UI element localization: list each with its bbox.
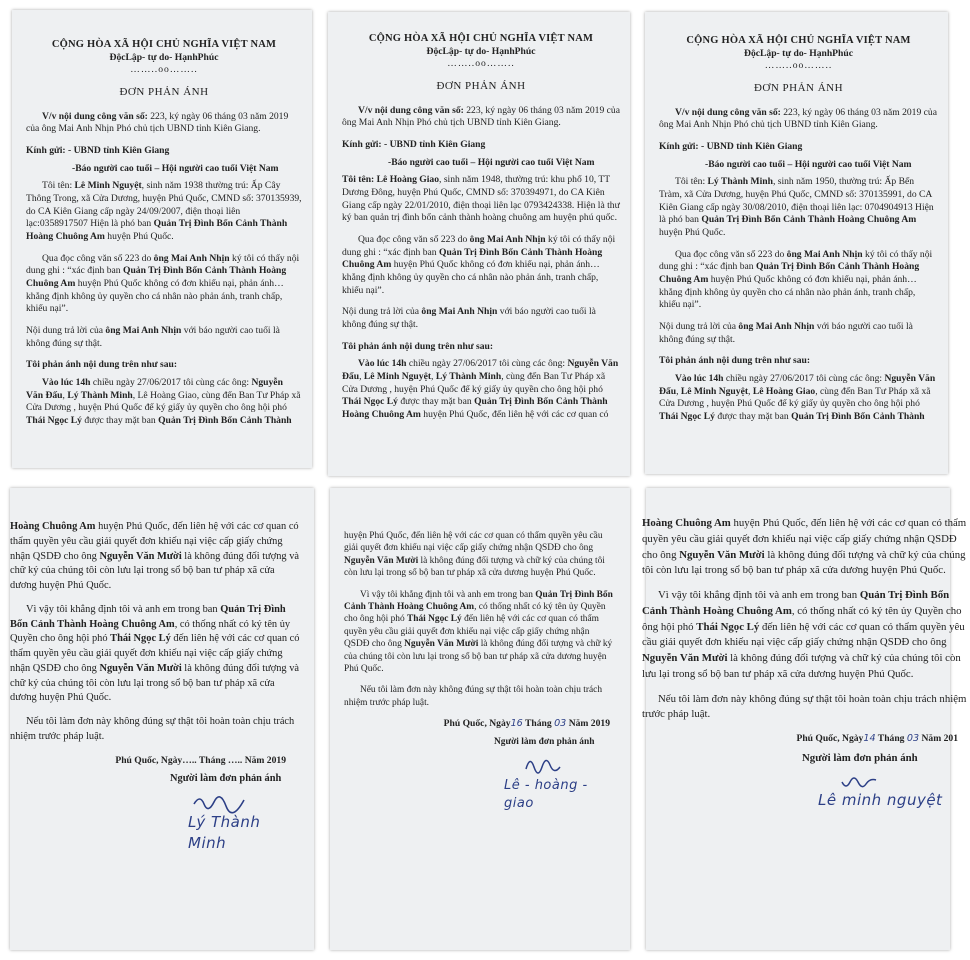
separator: ……..oo……..	[447, 57, 515, 69]
separator: ……..oo……..	[130, 63, 198, 75]
document-page-1-back	[10, 488, 314, 950]
continuation-paragraph: huyện Phú Quốc, đến liên hệ với các cơ quan có thẩm quyền yêu cầu giải quyết đơn khiếu nại việc cấp giấy chứng nhận QSDĐ cho ông Nguyễn Văn Mười là không đúng đối tượng và chữ ký của chúng tôi còn lưu lại trong sổ bộ ban tư pháp xã cửa dương huyện Phú Quốc.	[344, 531, 605, 579]
continuation-paragraph: Hoàng Chuông Am huyện Phú Quốc, đến liên hệ với các cơ quan có thẩm quyền yêu cầu giải quyết đơn khiếu nại việc cấp giấy chứng nhận QSDĐ cho ông Nguyễn Văn Mười là không đúng đối tượng và chữ ký của chúng tôi còn lưu lại trong sổ bộ ban tư pháp xã cửa dương huyện Phú Quốc.	[10, 521, 300, 592]
document-paragraph: Qua đọc công văn số 223 do ông Mai Anh Nhịn ký tôi có thấy nội dung ghi : “xác định ban Quản Trị Đình Bổn Cảnh Thành Hoàng Chuông Am huyện Phú Quốc không có đơn khiếu nại, phản ánh… khẳng định không ủy quyền cho cá nhân nào phản ánh, tranh chấp, khiếu nại”.	[659, 248, 933, 311]
continuation-paragraph: Hoàng Chuông Am huyện Phú Quốc, đến liên hệ với các cơ quan có thẩm quyền yêu cầu giải quyết đơn khiếu nại việc cấp giấy chứng nhận QSDĐ cho ông Nguyễn Văn Mười là không đúng đối tượng và chữ ký của chúng tôi còn lưu lại trong sổ bộ ban tư pháp xã cửa dương huyện Phú Quốc.	[642, 517, 967, 577]
sign-date: Phú Quốc, Ngày14 Tháng 03 Năm 201	[796, 733, 958, 744]
event-paragraph: Vào lúc 14h chiều ngày 27/06/2017 tôi cùng các ông: Nguyễn Văn Đấu, Lê Minh Nguyệt, Lý Thành Minh, cùng đến Ban Tư Pháp xã Cửa Dương , huyện Phú Quốc để ký giấy ủy quyền cho ông hội phó Thái Ngọc Lý được thay mặt ban Quản Trị Đình Bổn Cảnh Thành Hoàng Chuông Am huyện Phú Quốc, đến liên hệ với các cơ quan có	[342, 358, 619, 420]
liability-paragraph: Nếu tôi làm đơn này không đúng sự thật tôi hoàn toàn chịu trách nhiệm trước pháp luật.	[344, 685, 603, 708]
document-page-1-front	[12, 10, 312, 468]
intro-paragraph: Tôi tên: Lý Thành Minh, sinh năm 1950, thường trú: Ấp Bến Tràm, xã Cửa Dương, huyện Phú Quốc, CMND số: 370135991, do CA Kiên Giang cấp ngày 30/08/2010, điện thoại liên lạc: 0704904913 Hiện là phó ban Quản Trị Đình Bổn Cảnh Thành Hoàng Chuông Am huyện Phú Quốc.	[659, 176, 934, 238]
sign-date: Phú Quốc, Ngày….. Tháng ….. Năm 2019	[115, 754, 286, 766]
document-page-3-back	[642, 488, 967, 950]
document-page-2-front	[328, 12, 630, 476]
reference-line: V/v nội dung công văn số: 223, ký ngày 06 tháng 03 năm 2019 của ông Mai Anh Nhịn Phó chủ tịch UBND tỉnh Kiên Giang.	[659, 106, 937, 131]
national-title: CỘNG HÒA XÃ HỘI CHỦ NGHĨA VIỆT NAM	[368, 33, 594, 44]
confirm-paragraph: Vì vậy tôi khẳng định tôi và anh em trong ban Quản Trị Đình Bổn Cảnh Thành Hoàng Chuông Am, có thống nhất có ký tên ủy Quyền cho ông hội phó Thái Ngọc Lý đến liên hệ với các cơ quan có thẩm quyền yêu cầu giải quyết đơn khiếu nại việc cấp giấy chứng nhận QSDĐ cho ông Nguyễn Văn Mười là không đúng đối tượng và chữ ký của chúng tôi còn lưu lại trong sổ bộ ban tư pháp xã cửa dương huyện Phú Quốc.	[10, 603, 300, 704]
document-title: ĐƠN PHẢN ÁNH	[753, 82, 844, 95]
reply-paragraph: Nội dung trả lời của ông Mai Anh Nhịn với báo người cao tuổi là không đúng sự thật.	[659, 320, 913, 345]
intro-paragraph: Tôi tên: Lê Hoàng Giao, sinh năm 1948, thường trú: khu phố 10, TT Dương Đông, huyện Phú Quốc, CMND số: 370394971, do CA Kiên Giang cấp ngày 22/01/2010, điện thoại liên lạc 0793424338. Hiện là thư ký ban quản trị đình bổn cảnh thành hoàng chuông am huyện phú quốc.	[342, 174, 620, 224]
motto: ĐộcLập- tự do- HạnhPhúc	[744, 47, 853, 59]
document-title: ĐƠN PHẢN ÁNH	[119, 86, 209, 99]
motto: ĐộcLập- tự do- HạnhPhúc	[426, 45, 536, 57]
liability-paragraph: Nếu tôi làm đơn này không đúng sự thật tôi hoàn toàn chịu trách nhiệm trước pháp luật.	[10, 716, 295, 742]
document-page-2-back	[330, 488, 630, 950]
national-title: CỘNG HÒA XÃ HỘI CHỦ NGHĨA VIỆT NAM	[686, 35, 911, 46]
signer-role: Người làm đơn phản ánh	[170, 773, 282, 785]
kinh-gui-line: Kính gửi: - UBND tỉnh Kiên Giang	[342, 139, 486, 150]
reference-line: V/v nội dung công văn số: 223, ký ngày 06 tháng 03 năm 2019 của ông Mai Anh Nhịn Phó chủ tịch UBND tỉnh Kiên Giang.	[26, 110, 289, 135]
signature-scribble	[522, 753, 572, 777]
document-page-3-front	[645, 12, 948, 474]
recipient-2: -Báo người cao tuổi – Hội người cao tuổi Việt Nam	[388, 156, 595, 168]
document-paragraph: Qua đọc công văn số 223 do ông Mai Anh Nhịn ký tôi có thấy nội dung ghi : “xác định ban Quản Trị Đình Bổn Cảnh Thành Hoàng Chuông Am huyện Phú Quốc không có đơn khiếu nại, phản ánh… khẳng định không ủy quyền cho cá nhân nào phản ánh, tranh chấp, khiếu nại”.	[26, 252, 300, 315]
signer-name-handwritten: Lê - hoàng - giao	[504, 778, 588, 811]
event-paragraph: Vào lúc 14h chiều ngày 27/06/2017 tôi cùng các ông: Nguyễn Văn Đấu, Lê Minh Nguyệt, Lê Hoàng Giao, cùng đến Ban Tư Pháp xã xã Cửa Dương , huyện Phú Quốc để ký giấy ủy quyền cho ông hội phó Thái Ngọc Lý được thay mặt ban Quản Trị Đình Bổn Cảnh Thành	[659, 372, 936, 422]
recipient-2: -Báo người cao tuổi – Hội người cao tuổi Việt Nam	[72, 162, 279, 174]
recipient-2: -Báo người cao tuổi – Hội người cao tuổi Việt Nam	[705, 158, 912, 170]
intro-paragraph: Tôi tên: Lê Minh Nguyệt, sinh năm 1938 thường trú: Ấp Cây Thông Trong, xã Cửa Dương, huyện Phú Quốc, CMND số: 370135939, do CA Kiên Giang cấp ngày 24/09/2007, điện thoại liên lạc:0358917507 Hiện là phó ban Quản Trị Đình Bổn Cảnh Thành Hoàng Chuông Am huyện Phú Quốc.	[26, 180, 302, 242]
reply-paragraph: Nội dung trả lời của ông Mai Anh Nhịn với báo người cao tuổi là không đúng sự thật.	[342, 306, 596, 330]
separator: ……..oo……..	[764, 59, 833, 71]
document-paragraph: Qua đọc công văn số 223 do ông Mai Anh Nhịn ký tôi có thấy nội dung ghi : “xác định ban Quản Trị Đình Bổn Cảnh Thành Hoàng Chuông Am huyện Phú Quốc không có đơn khiếu nại, phản ánh… khẳng định không ủy quyền cho cá nhân nào phản ánh, tranh chấp, khiếu nại”.	[342, 233, 616, 296]
complaint-heading: Tôi phản ánh nội dung trên như sau:	[659, 355, 811, 367]
signature-scribble	[838, 772, 888, 790]
complaint-heading: Tôi phản ánh nội dung trên như sau:	[26, 359, 178, 371]
kinh-gui-line: Kính gửi: - UBND tỉnh Kiên Giang	[26, 145, 170, 156]
event-paragraph: Vào lúc 14h chiều ngày 27/06/2017 tôi cùng các ông: Nguyễn Văn Đấu, Lý Thành Minh, Lê Hoàng Giao, cùng đến Ban Tư Pháp xã Cửa Dương , huyện Phú Quốc để ký giấy ủy quyền cho ông hội phó Thái Ngọc Lý được thay mặt ban Quản Trị Đình Bổn Cảnh Thành	[26, 376, 301, 426]
sign-date: Phú Quốc, Ngày16 Tháng 03 Năm 2019	[443, 718, 610, 730]
signer-name-handwritten: Lê minh nguyệt	[818, 790, 943, 809]
liability-paragraph: Nếu tôi làm đơn này không đúng sự thật tôi hoàn toàn chịu trách nhiệm trước pháp luật.	[642, 692, 967, 721]
national-title: CỘNG HÒA XÃ HỘI CHỦ NGHĨA VIỆT NAM	[51, 39, 277, 50]
complaint-heading: Tôi phản ánh nội dung trên như sau:	[342, 340, 494, 352]
motto: ĐộcLập- tự do- HạnhPhúc	[109, 51, 219, 63]
signer-name-handwritten: Lý Thành Minh	[188, 813, 261, 853]
confirm-paragraph: Vì vậy tôi khẳng định tôi và anh em trong ban Quản Trị Đình Bổn Cảnh Thành Hoàng Chuông Am, có thống nhất có ký tên ủy Quyền cho ông hội phó Thái Ngọc Lý đến liên hệ với các cơ quan có thẩm quyền yêu cầu giải quyết đơn khiếu nại việc cấp giấy chứng nhận QSDĐ cho ông Nguyễn Văn Mười là không đúng đối tượng và chữ ký của chúng tôi còn lưu lại trong sổ bộ ban tư pháp xã cửa dương huyện Phú Quốc.	[642, 589, 965, 680]
reply-paragraph: Nội dung trả lời của ông Mai Anh Nhịn với báo người cao tuổi là không đúng sự thật.	[26, 324, 280, 349]
signer-role: Người làm đơn phản ánh	[494, 736, 595, 747]
kinh-gui-line: Kính gửi: - UBND tỉnh Kiên Giang	[659, 141, 803, 152]
signer-role: Người làm đơn phản ánh	[802, 752, 918, 764]
confirm-paragraph: Vì vậy tôi khẳng định tôi và anh em trong ban Quản Trị Đình Bổn Cảnh Thành Hoàng Chuông Am, có thống nhất có ký tên ủy Quyền cho ông hội phó Thái Ngọc Lý đến liên hệ với các cơ quan có thẩm quyền yêu cầu giải quyết đơn khiếu nại việc cấp giấy chứng nhận QSDĐ cho ông Nguyễn Văn Mười là không đúng đối tượng và chữ ký của chúng tôi còn lưu lại trong sổ bộ ban tư pháp xã cửa dương huyện Phú Quốc.	[344, 589, 613, 675]
document-title: ĐƠN PHẢN ÁNH	[436, 80, 526, 93]
reference-line: V/v nội dung công văn số: 223, ký ngày 06 tháng 03 năm 2019 của ông Mai Anh Nhịn Phó chủ tịch UBND tỉnh Kiên Giang.	[342, 104, 620, 129]
signature-scribble	[190, 792, 250, 812]
